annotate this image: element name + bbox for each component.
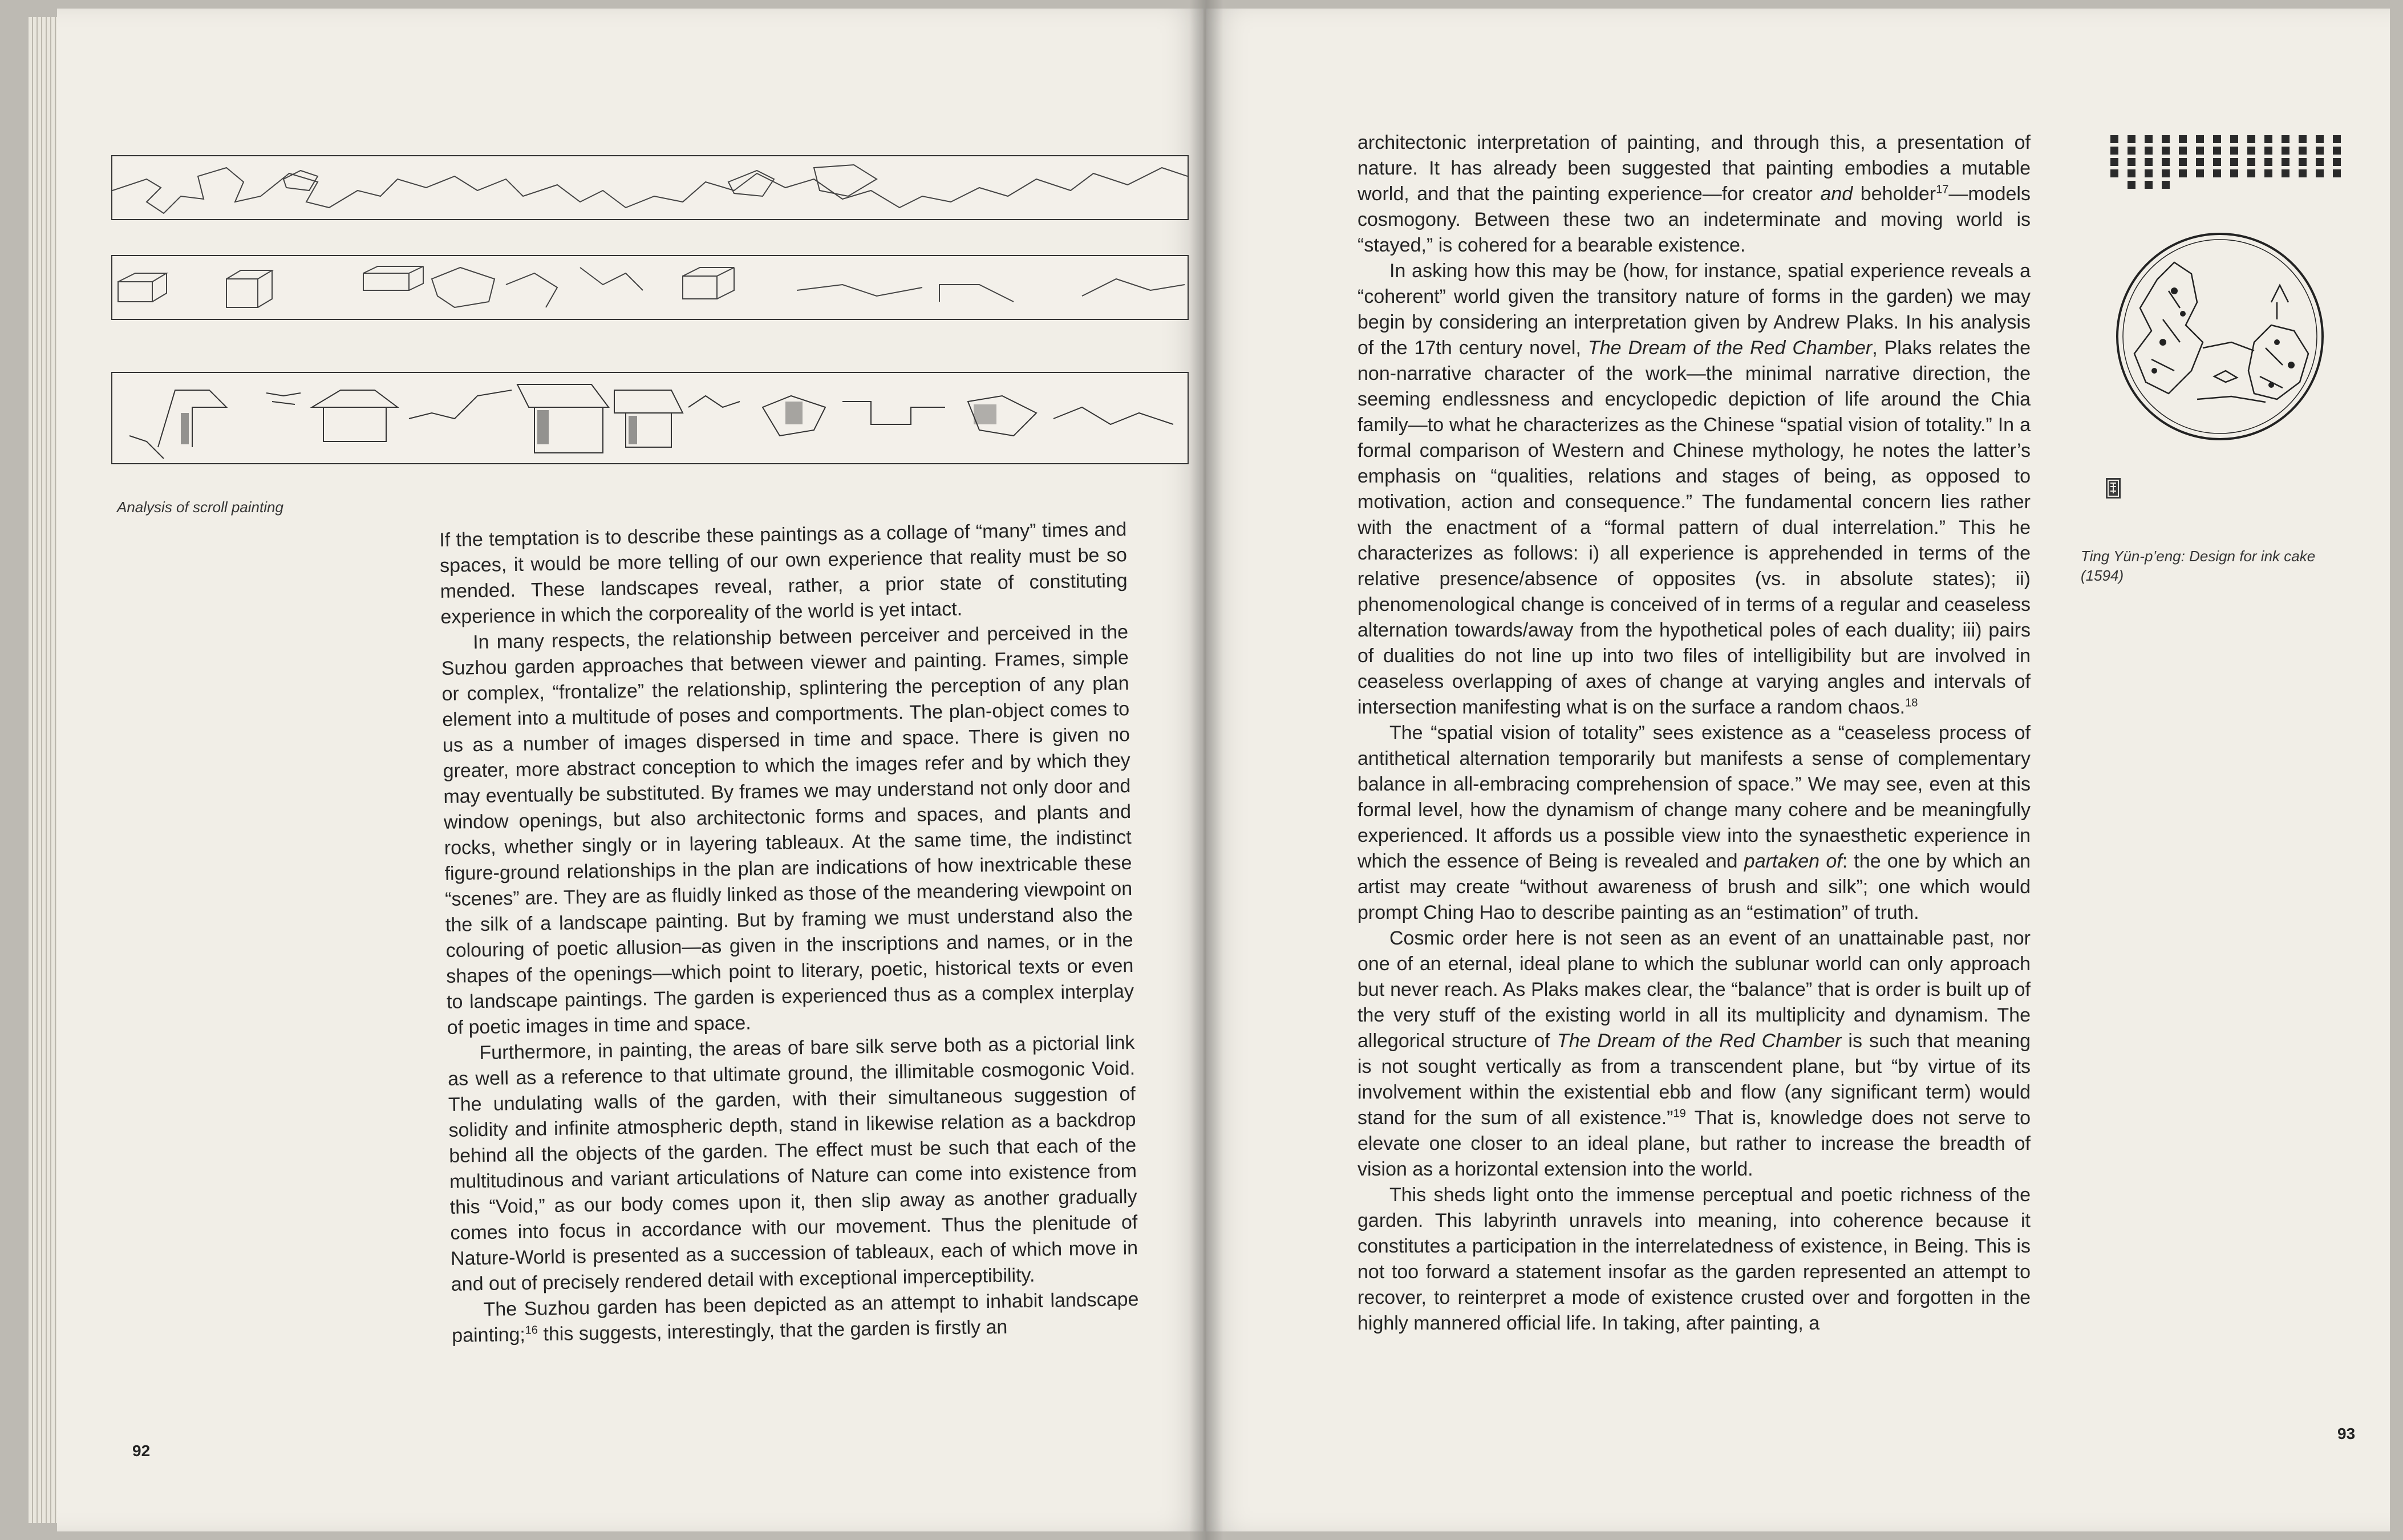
figure-caption-left: Analysis of scroll painting — [117, 499, 283, 516]
text-run: , Plaks relates the non-narrative character of the work—the minimal narrative direction, the seeming endlessness and encyclopedic depiction of life around the Chia family—to what he characterizes as the Chinese “spatial vision of totality.” In a formal comparison of Western and Chinese mythology, he notes the latter’s emphasis on “qualities, relations and stages of being, as opposed to motivation, action and consequence.” The fundamental concern lies rather with the enactment of a “formal pattern of dual interrelation.” This he characterizes as follows: i) all experience is apprehended in terms of the relative presence/absence of opposites (vs. in absolute states); ii) phenomenological change is conceived of in terms of a regular and ceaseless alternation towards/away from the hypothetical poles of each duality; iii) pairs of dualities do not line up into two files of intelligibility but are involved in ceaseless overlapping of axes of change at varying angles and intervals of intersection manifesting what is on the surface a random chaos. — [1357, 337, 2031, 718]
scroll-analysis-strip-outline — [111, 155, 1189, 220]
text-run: is such that meaning is not sought vertically as from a transcendent plane, but “by virtue of its involvement within the existential ebb and flow (any significant term) would stand for the sum of all existence.” — [1357, 1030, 2031, 1129]
text-run: this suggests, interestingly, that the garden is firstly an — [537, 1316, 1008, 1346]
text-run: beholder — [1853, 183, 1936, 205]
scroll-analysis-strip-drawing — [111, 372, 1189, 464]
book-gutter — [1189, 0, 1223, 1540]
text-run: —models cosmogony. Between these two an indeterminate and moving world is “stayed,” is cohered for a bearable existence. — [1357, 183, 2031, 256]
paragraph — [1357, 258, 2031, 720]
book-title: The Dream of the Red Chamber — [1587, 337, 1873, 359]
paragraph: Furthermore, in painting, the areas of bare silk serve both as a pictorial link as well as a reference to that ultimate ground, the illimitable cosmogonic Void. The undulating walls of the garden, with their simultaneous suggestion of solidity and infinite atmospheric depth, stand in likewise relation as a backdrop behind all the objects of the garden. The effect must be such that each of the multitudinous and variant articulations of Nature can come into existence from this “Void,” as our body comes upon it, then slip away as another gradually comes into focus in accordance with our movement. Thus the plenitude of Nature-World is presented as a succession of tableaux, each of which move in and out of precisely rendered detail with exceptional imperceptibility. — [447, 1031, 1138, 1295]
calligraphy-inscription — [2105, 132, 2350, 209]
paragraph: In many respects, the relationship between perceiver and perceived in the Suzhou garden approaches that between viewer and painting. Frames, simple or complex, “frontalize” the relationship, splintering the perception of any plan element into a multitude of poses and comportments. The plan-object comes to us as a number of images dispersed in time and space. There is given no greater, more abstract conception to which the images refer and by which they may eventually be substituted. By frames we may understand not only door and window openings, but also architectonic forms and spaces, and plants and rocks, whether singly or in layering tableaux. At the same time, the indistinct figure-ground relationships in the plan are indications of how inextricable these “scenes” are. They are as fluidly linked as those of the meandering viewpoint on the silk of a landscape painting. But by framing we must understand also the colouring of poetic allusion—as given in the inscriptions and names, or in the shapes of the openings—which point to literary, poetic, historical texts or even to landscape paintings. The garden is experienced thus as a complex interplay of poetic images in time and space. — [441, 621, 1134, 1039]
footnote-ref: 18 — [1905, 696, 1918, 710]
paragraph — [1357, 130, 2031, 258]
ink-cake-design-illustration — [2083, 228, 2357, 502]
text-run: In asking how this may be (how, for instance, spatial experience reveals a “coherent” world given the transitory nature of forms in the garden) we may begin by considering an interpretation given by Andrew Plaks. In his analysis of the 17th century novel, — [1357, 260, 2031, 359]
text-run-italic: partaken of — [1744, 850, 1842, 872]
left-body-text — [439, 517, 1139, 1349]
book-title: The Dream of the Red Chamber — [1557, 1030, 1842, 1052]
page-number-left: 92 — [132, 1442, 151, 1460]
figure-caption-right: Ting Yün-p’eng: Design for ink cake (1594) — [2081, 548, 2316, 584]
paragraph — [1357, 720, 2031, 926]
text-run: The “spatial vision of totality” sees existence as a “ceaseless process of antithetical alternation temporarily but manifests a sense of complementary balance in all-embracing comprehension of space.” We may see, even at this formal level, how the dynamism of change many cohere and be meaningfully experienced. It affords us a possible view into the synaesthetic experience in which the essence of Being is revealed and — [1357, 722, 2031, 872]
right-body-text — [1357, 130, 2031, 1336]
text-run: The Suzhou garden has been depicted as an attempt to inhabit landscape painting; — [451, 1288, 1139, 1347]
paragraph — [451, 1287, 1139, 1349]
footnote-ref: 19 — [1673, 1107, 1686, 1120]
scroll-analysis-strip-volumes — [111, 255, 1189, 320]
footnote-ref: 16 — [525, 1324, 538, 1337]
text-run: That is, knowledge does not serve to elevate one closer to an ideal plane, but rather to increase the breadth of vision as a horizontal extension into the world. — [1357, 1107, 2031, 1180]
page-number-right: 93 — [2337, 1425, 2356, 1442]
red-seal-stamp — [2105, 477, 2121, 499]
text-run: architectonic interpretation of painting, and through this, a presentation of nature. It has already been suggested that painting embodies a mutable world, and that the painting experience—for creator — [1357, 132, 2031, 205]
text-run: : the one by which an artist may create “without awareness of brush and silk”; one which would prompt Ching Hao to describe painting as an “estimation” of truth. — [1357, 850, 2031, 923]
paragraph: If the temptation is to describe these paintings as a collage of “many” times and spaces, it would be more telling of our own experience that reality must be so mended. These landscapes reveal, rather, a prior state of constituting experience in which the corporeality of the world is yet intact. — [439, 518, 1128, 628]
paragraph — [1357, 926, 2031, 1182]
text-run: Cosmic order here is not seen as an event of an unattainable past, nor one of an eternal, ideal plane to which the sublunar world can only approach but never reach. As Plaks makes clear, the “balance” that is order is built up of the very stuff of the existing world in all its multiplicity and dynamism. The allegorical structure of — [1357, 927, 2031, 1052]
footnote-ref: 17 — [1936, 183, 1949, 196]
paragraph: This sheds light onto the immense perceptual and poetic richness of the garden. This labyrinth unravels into meaning, into coherence because it constitutes a participation in the interrelatedness of existence, in Being. This is not too forward a statement insofar as the garden represented an attempt to recover, to reinterpret a mode of existence crusted over and forgotten in the highly mannered official life. In taking, after painting, a — [1357, 1184, 2031, 1334]
text-run-italic: and — [1820, 183, 1853, 205]
